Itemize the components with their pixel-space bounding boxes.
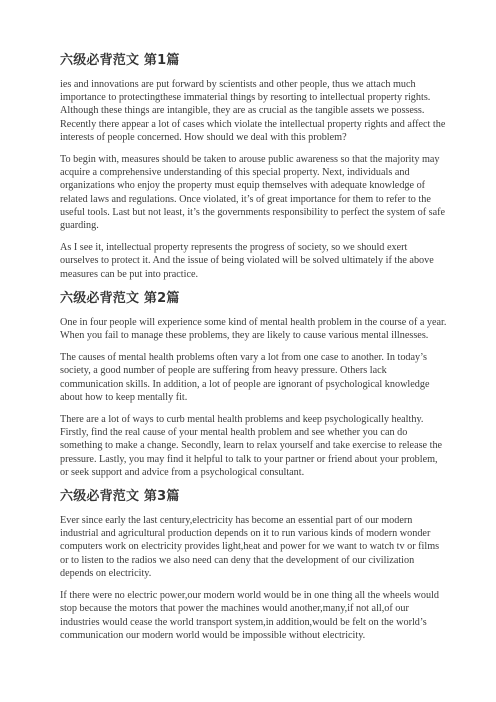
document-page (60, 52, 448, 651)
paragraph: ies and innovations are put forward by scientists and other people, thus we attach much importance to protectingthese immaterial things by resorting to intellectual property rights. Although these things are intangible, they are as crucial as the tangible assets we possess. Recently there appear a lot of cases which violate the intellectual property rights and affect the interests of people concerned. How should we deal with this problem? (60, 79, 446, 143)
section-1 (60, 52, 448, 281)
section-title: 六级必背范文 第1篇 (60, 53, 180, 68)
paragraph: Ever since early the last century,electricity has become an essential part of our modern industrial and agricultural production depends on it to run various kinds of modern wonder computers work on electricity provides light,heat and power for we want to watch tv or films or to listen to the radios we also need can deny that the development of our civilization depends on electricity. (60, 515, 440, 579)
paragraph: If there were no electric power,our modern world would be in one thing all the wheels would stop because the motors that power the machines would another,many,if not all,of our industries would cease the world transport system,in addition,would be felt on the world’s communication our modern world would be impossible without electricity. (60, 590, 439, 641)
section-3 (60, 488, 448, 642)
paragraph: To begin with, measures should be taken to arouse public awareness so that the majority may acquire a comprehensive understanding of this special property. Next, individuals and organizations who enjoy the property must equip themselves with adequate knowledge of related laws and regulations. Once violated, it’s of great importance for them to refer to the useful tools. Last but not least, it’s the governments responsibility to perfect the system of safe guarding. (60, 154, 446, 232)
section-2 (60, 290, 448, 479)
paragraph: There are a lot of ways to curb mental health problems and keep psychologically healthy. Firstly, find the real cause of your mental health problem and see whether you can do something to make a change. Secondly, learn to relax yourself and take exercise to release the pressure. Lastly, you may find it helpful to talk to your partner or friend about your problem, or seek support and advice from a psychological consultant. (60, 414, 443, 478)
section-title: 六级必背范文 第2篇 (60, 290, 180, 306)
paragraph: As I see it, intellectual property represents the progress of society, so we should exert ourselves to protect it. And the issue of being violated will be solved ultimately if the above measures can be put into practice. (60, 242, 434, 280)
section-title: 六级必背范文 第3篇 (60, 489, 180, 505)
paragraph: One in four people will experience some kind of mental health problem in the course of a year. When you fail to manage these problems, they are likely to cause various mental illnesses. (60, 316, 447, 342)
paragraph: The causes of mental health problems often vary a lot from one case to another. In today’s society, a good number of people are suffering from heavy pressure. Others lack communication skills. In addition, a lot of people are ignorant of psychological knowledge about how to keep mentally fit. (60, 352, 430, 403)
